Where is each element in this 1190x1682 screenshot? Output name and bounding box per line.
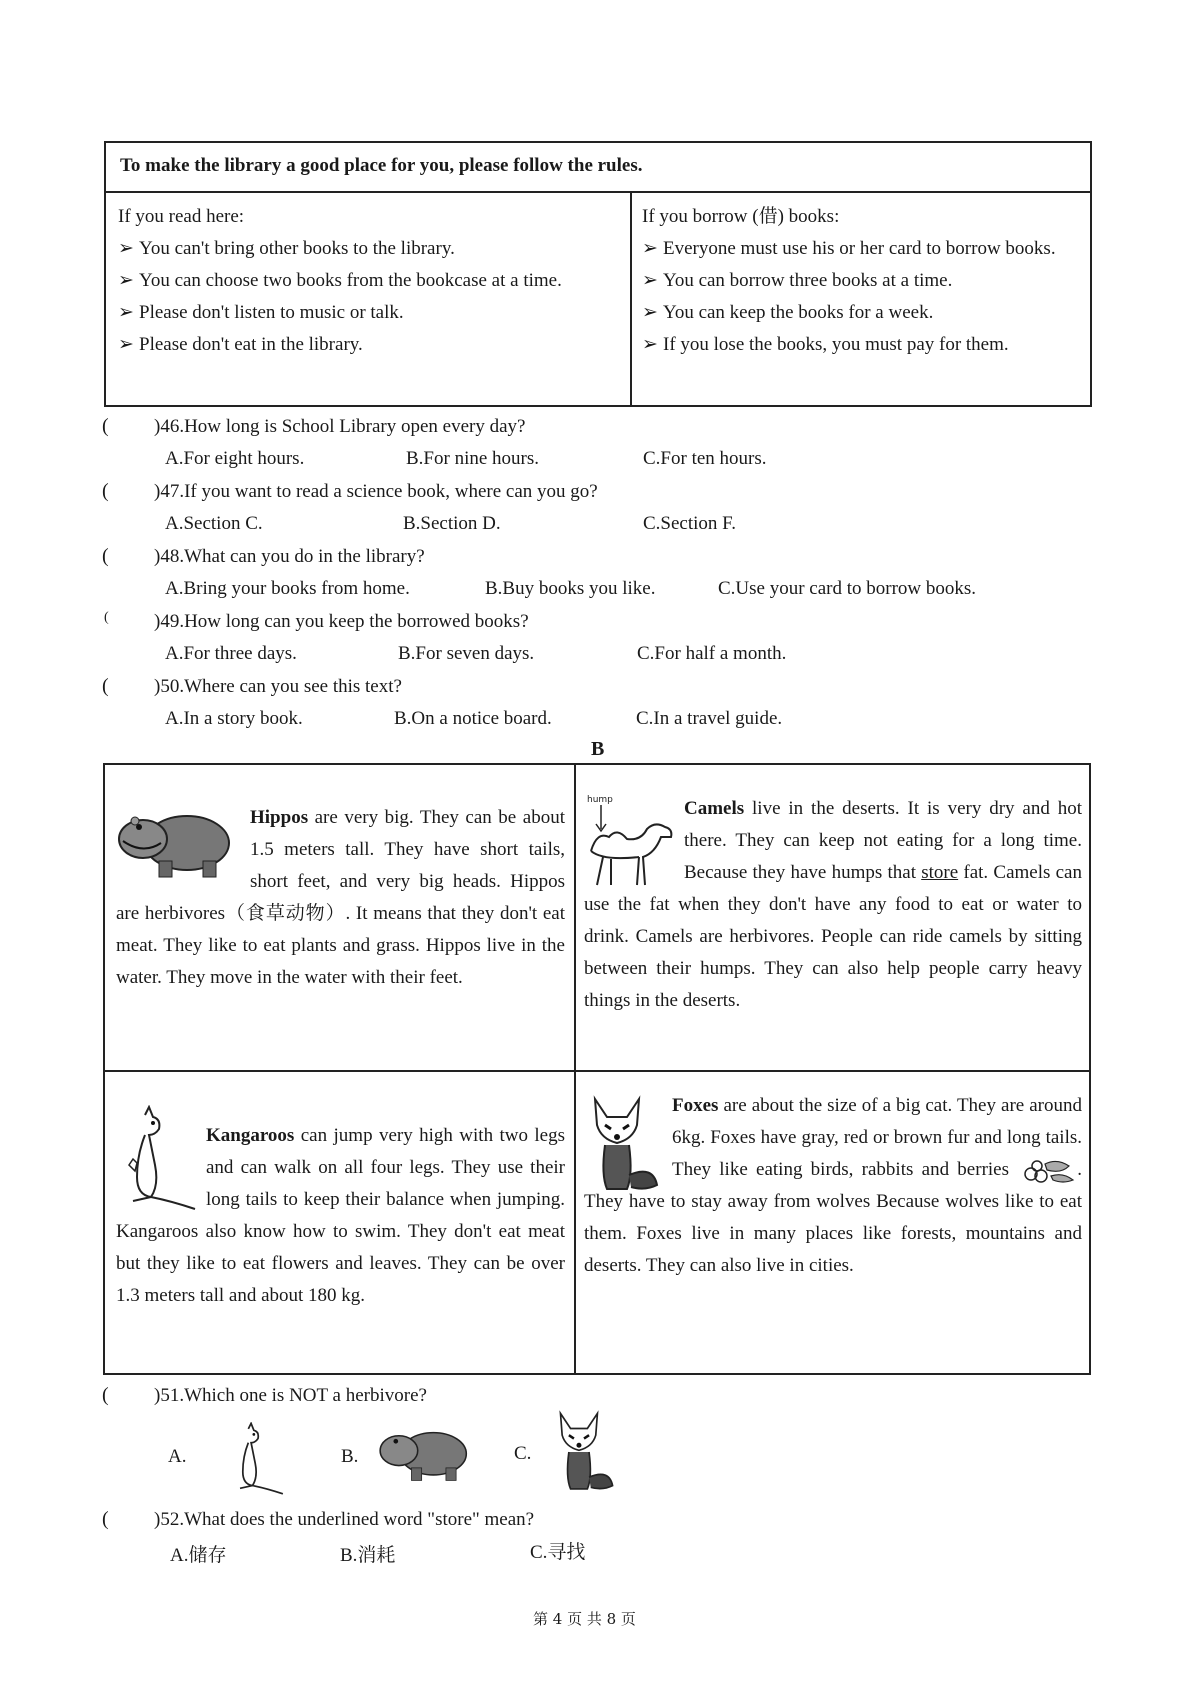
option-a[interactable]: A.For eight hours.: [165, 448, 305, 469]
option-b[interactable]: B.For nine hours.: [406, 448, 539, 469]
option-a[interactable]: A.Section C.: [165, 513, 263, 534]
bullet-arrow-icon: ➢: [118, 334, 134, 355]
question-46: )46.How long is School Library open every day?: [154, 416, 526, 437]
fox-text-before: are about the size of a big cat. They are around 6kg. Foxes have gray, red or brown fur and long tails. They like eating birds, rabbits and berries: [672, 1095, 1082, 1180]
table-divider-horizontal: [105, 1070, 1089, 1072]
reading-rule: You can't bring other books to the library.: [139, 238, 455, 259]
kangaroo-name: Kangaroos: [206, 1125, 295, 1146]
borrowing-rule: Everyone must use his or her card to borrow books.: [663, 238, 1056, 259]
reading-rule: Please don't eat in the library.: [139, 334, 363, 355]
rules-borrowing-column: [632, 193, 1090, 405]
option-a[interactable]: A.In a story book.: [165, 708, 303, 729]
hippo-name: Hippos: [250, 807, 309, 828]
question-52: )52.What does the underlined word "store" mean?: [154, 1509, 535, 1530]
reading-title: If you read here:: [118, 206, 245, 227]
kangaroo-passage: [116, 1120, 565, 1312]
camel-text-before: live in the deserts. It is very dry and hot there. They can keep not eating for a long time. Because they have humps that: [684, 798, 1082, 883]
camel-passage: [584, 793, 1082, 1017]
question-50: )50.Where can you see this text?: [154, 676, 402, 697]
option-c[interactable]: C.: [514, 1443, 532, 1464]
bullet-arrow-icon: ➢: [642, 334, 658, 355]
underlined-word-store: store: [921, 862, 959, 883]
option-c[interactable]: C.In a travel guide.: [636, 708, 783, 729]
option-b[interactable]: B.For seven days.: [398, 643, 535, 664]
question-48: )48.What can you do in the library?: [154, 546, 425, 567]
question-47: )47.If you want to read a science book, where can you go?: [154, 481, 598, 502]
option-c[interactable]: C.Use your card to borrow books.: [718, 578, 977, 599]
animal-passages-table: [103, 763, 1091, 1375]
page-footer: 第 4 页 共 8 页: [533, 1610, 636, 1628]
option-b[interactable]: B.Buy books you like.: [485, 578, 656, 599]
option-c[interactable]: C.For ten hours.: [643, 448, 767, 469]
option-b[interactable]: B.: [341, 1446, 359, 1467]
bullet-arrow-icon: ➢: [118, 238, 134, 259]
rules-header: To make the library a good place for you, please follow the rules.: [106, 143, 1090, 193]
option-c[interactable]: C.寻找: [530, 1542, 586, 1563]
table-divider-vertical: [574, 765, 576, 1373]
fox-name: Foxes: [672, 1095, 719, 1116]
option-a[interactable]: A.储存: [170, 1545, 227, 1566]
kangaroo-text: can jump very high with two legs and can walk on all four legs. They use their long tails to keep their balance when jumping. Kangaroos also know how to swim. They don't eat meat but they like to eat flowers and leaves. They can be over 1.3 meters tall and about 180 kg.: [116, 1125, 565, 1306]
option-b[interactable]: B.消耗: [340, 1545, 396, 1566]
hippo-text: are very big. They can be about 1.5 meters tall. They have short tails, short feet, and very big heads. Hippos are herbivores（食草动物）. It means that they don't eat meat. They like to eat plants and grass. Hippos live in the water. They move in the water with their feet.: [116, 807, 565, 988]
option-c[interactable]: C.For half a month.: [637, 643, 787, 664]
borrowing-rule: You can keep the books for a week.: [663, 302, 934, 323]
answer-bracket[interactable]: (: [102, 675, 109, 697]
answer-bracket[interactable]: (: [102, 1384, 109, 1406]
hippo-passage: [116, 802, 565, 994]
kangaroo-option-icon[interactable]: [226, 1422, 290, 1498]
hippo-option-icon[interactable]: [377, 1422, 471, 1484]
borrowing-rule: If you lose the books, you must pay for them.: [663, 334, 1009, 355]
question-51: )51.Which one is NOT a herbivore?: [154, 1385, 427, 1406]
hump-label: hump: [587, 795, 613, 805]
bullet-arrow-icon: ➢: [642, 302, 658, 323]
answer-bracket[interactable]: (: [104, 610, 109, 625]
fox-text-after: . They have to stay away from wolves Because wolves like to eat them. Foxes live in many places like forests, mountains and deserts. They can also live in cities.: [584, 1159, 1083, 1276]
berries-icon: [1017, 1156, 1077, 1186]
reading-rule: Please don't listen to music or talk.: [139, 302, 404, 323]
bullet-arrow-icon: ➢: [642, 270, 658, 291]
bullet-arrow-icon: ➢: [642, 238, 658, 259]
answer-bracket[interactable]: (: [102, 545, 109, 567]
camel-text-after: fat. Camels can use the fat when they don't have any food to eat or water to drink. Camels are herbivores. People can ride camels by sitting between their humps. They can also help people carry heavy things in the deserts.: [584, 862, 1082, 1011]
option-b[interactable]: B.Section D.: [403, 513, 501, 534]
question-49: )49.How long can you keep the borrowed books?: [154, 611, 529, 632]
reading-rule: You can choose two books from the bookcase at a time.: [139, 270, 562, 291]
rules-reading-column: [106, 193, 632, 405]
fox-option-icon[interactable]: [550, 1410, 618, 1494]
section-b-heading: B: [591, 738, 605, 760]
option-c[interactable]: C.Section F.: [643, 513, 736, 534]
option-a[interactable]: A.: [168, 1446, 187, 1467]
borrowing-title: If you borrow (借) books:: [642, 206, 840, 227]
fox-passage: [584, 1090, 1082, 1282]
borrowing-rule: You can borrow three books at a time.: [663, 270, 953, 291]
answer-bracket[interactable]: (: [102, 415, 109, 437]
camel-name: Camels: [684, 798, 745, 819]
option-b[interactable]: B.On a notice board.: [394, 708, 552, 729]
option-a[interactable]: A.For three days.: [165, 643, 297, 664]
bullet-arrow-icon: ➢: [118, 302, 134, 323]
answer-bracket[interactable]: (: [102, 480, 109, 502]
option-a[interactable]: A.Bring your books from home.: [165, 578, 410, 599]
answer-bracket[interactable]: (: [102, 1508, 109, 1530]
library-rules-table: [104, 141, 1092, 407]
bullet-arrow-icon: ➢: [118, 270, 134, 291]
